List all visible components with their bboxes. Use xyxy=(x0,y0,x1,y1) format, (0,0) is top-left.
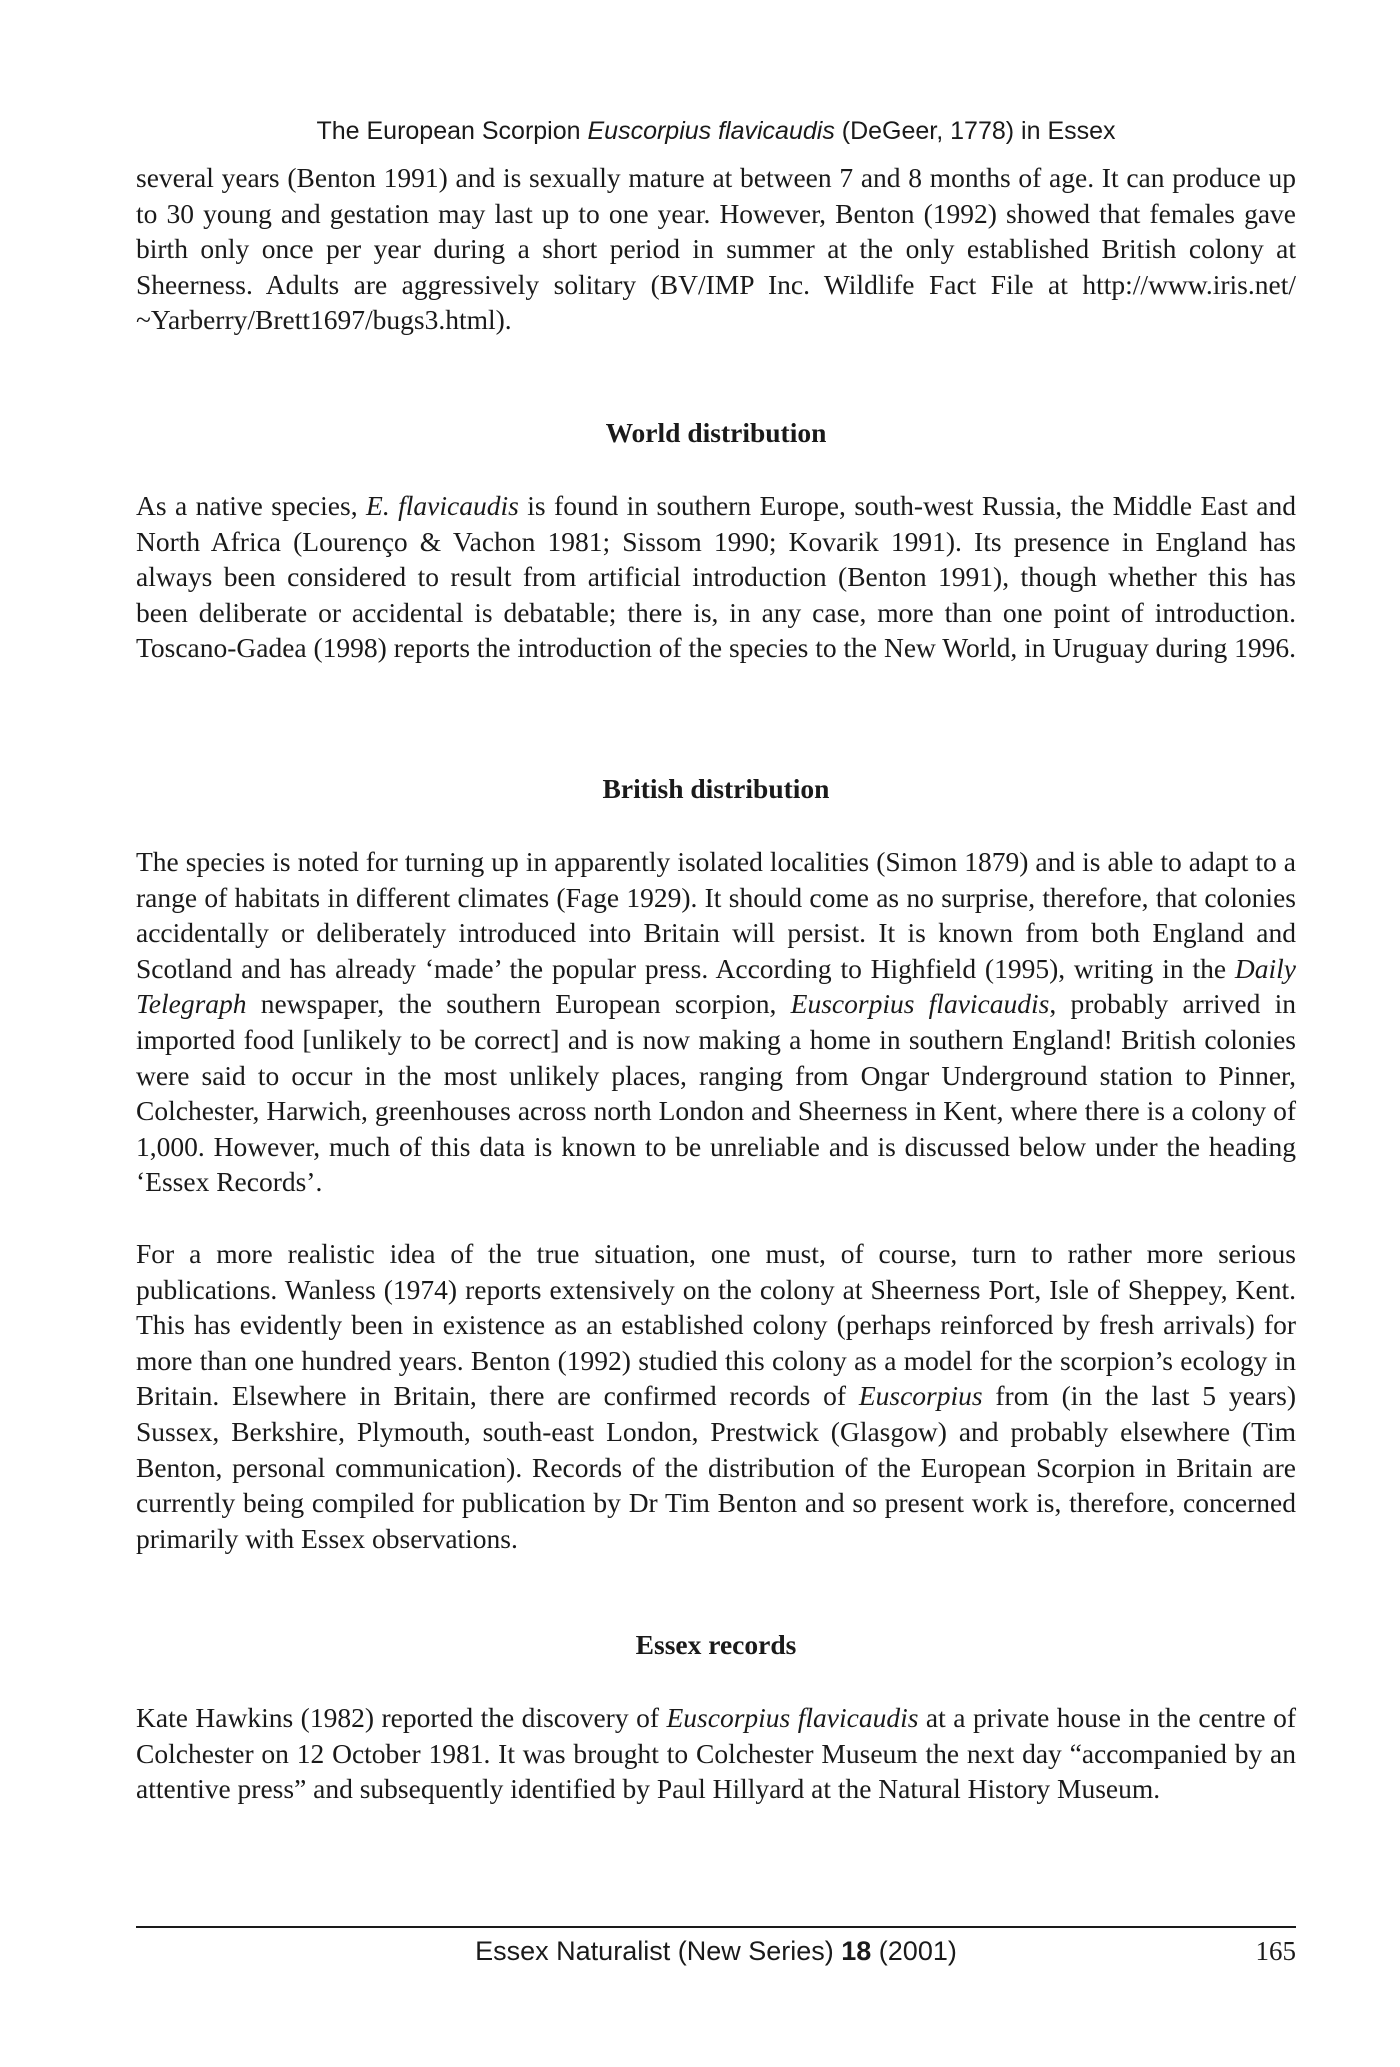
text-run: is found in southern Europe, south-west Russia, the Middle East and North Africa (Lourenço & Vachon 1981; Sissom 1990; Kovarik 1991). Its presence in England has always been considered to result from artificial introduction (Benton 1991), though whether this has been deliberate or accidental is debatable; there is, in any case, more than one point of introduction. Toscano-Gadea (1998) reports the introduction of the species to the New World, in Uruguay during 1996. xyxy=(136,490,1296,664)
genus-name: Euscorpius xyxy=(858,1380,983,1412)
text-run: For a more realistic idea of the true situation, one must, of course, turn to rather more serious publications. Wanless (1974) reports extensively on the colony at Sheerness Port, Isle of Sheppey, Kent. This has evidently been in existence as an established colony (perhaps reinforced by fresh arrivals) for more than one hundred years. Benton (1992) studied this colony as a model for the scorpion’s ecology in Britain. Elsewhere in Britain, there are confirmed records of xyxy=(136,1238,1296,1412)
text-run: newspaper, the southern European scorpion, xyxy=(246,988,791,1020)
essex-records-section xyxy=(136,1700,1296,1807)
text-run: Kate Hawkins (1982) reported the discovery of xyxy=(136,1702,667,1733)
british-distribution-paragraph-1 xyxy=(136,844,1296,1200)
intro-paragraph-block xyxy=(136,160,1296,338)
text-run: As a native species, xyxy=(136,490,367,521)
journal-volume: 18 xyxy=(841,1936,872,1966)
journal-name: Essex Naturalist (New Series) xyxy=(475,1936,842,1966)
newspaper-title: Daily Telegraph xyxy=(136,952,1296,1020)
world-distribution-heading: World distribution xyxy=(605,417,827,448)
text-run: at a private house in the centre of Colchester on 12 October 1981. It was brought to Colchester Museum the next day “accompanied by an attentive press” and subsequently identified by Paul Hillyard at the Natural History Museum. xyxy=(136,1702,1296,1805)
page-number: 165 xyxy=(1255,1936,1296,1966)
british-distribution-section-2 xyxy=(136,1236,1296,1556)
species-name: Euscorpius flavicaudis xyxy=(790,988,1050,1020)
british-distribution-heading: British distribution xyxy=(602,773,830,804)
species-name: Euscorpius flavicaudis xyxy=(666,1702,919,1733)
text-run: , probably arrived in imported food [unlikely to be correct] and is now making a home in southern England! British colonies were said to occur in the most unlikely places, ranging from Ongar Underground station to Pinner, Colchester, Harwich, greenhouses across north London and Sheerness in Kent, where there is a colony of 1,000. However, much of this data is known to be unreliable and is discussed below under the heading ‘Essex Records’. xyxy=(136,988,1296,1198)
journal-year: (2001) xyxy=(871,1936,957,1966)
british-distribution-section xyxy=(136,844,1296,1200)
essex-records-heading: Essex records xyxy=(635,1629,797,1660)
british-distribution-paragraph-2 xyxy=(136,1236,1296,1556)
running-head-pre: The European Scorpion xyxy=(316,117,588,145)
world-distribution-section xyxy=(136,488,1296,666)
running-head xyxy=(136,116,1296,146)
world-distribution-paragraph xyxy=(136,488,1296,666)
running-head-species: Euscorpius flavicaudis xyxy=(587,117,835,145)
essex-records-paragraph xyxy=(136,1700,1296,1807)
footer-rule xyxy=(136,1926,1296,1928)
running-head-post: (DeGeer, 1778) in Essex xyxy=(834,117,1116,145)
text-run: The species is noted for turning up in apparently isolated localities (Simon 1879) and is able to adapt to a range of habitats in different climates (Fage 1929). It should come as no surprise, therefore, that colonies accidentally or deliberately introduced into Britain will persist. It is known from both England and Scotland and has already ‘made’ the popular press. According to Highfield (1995), writing in the xyxy=(136,846,1296,984)
footer-journal-citation xyxy=(136,1934,1296,1968)
text-run: from (in the last 5 years) Sussex, Berkshire, Plymouth, south-east London, Prestwick (Glasgow) and probably elsewhere (Tim Benton, personal communication). Records of the distribution of the European Scorpion in Britain are currently being compiled for publication by Dr Tim Benton and so present work is, therefore, concerned primarily with Essex observations. xyxy=(136,1380,1297,1554)
species-name: E. flavicaudis xyxy=(366,490,519,521)
intro-paragraph: several years (Benton 1991) and is sexually mature at between 7 and 8 months of age. It can produce up to 30 young and gestation may last up to one year. However, Benton (1992) showed that females gave birth only once per year during a short period in summer at the only established British colony at Sheerness. Adults are aggressively solitary (BV/IMP Inc. Wildlife Fact File at http://www.iris.net/ ~Yarberry/Brett1697/bugs3.html). xyxy=(136,162,1296,336)
